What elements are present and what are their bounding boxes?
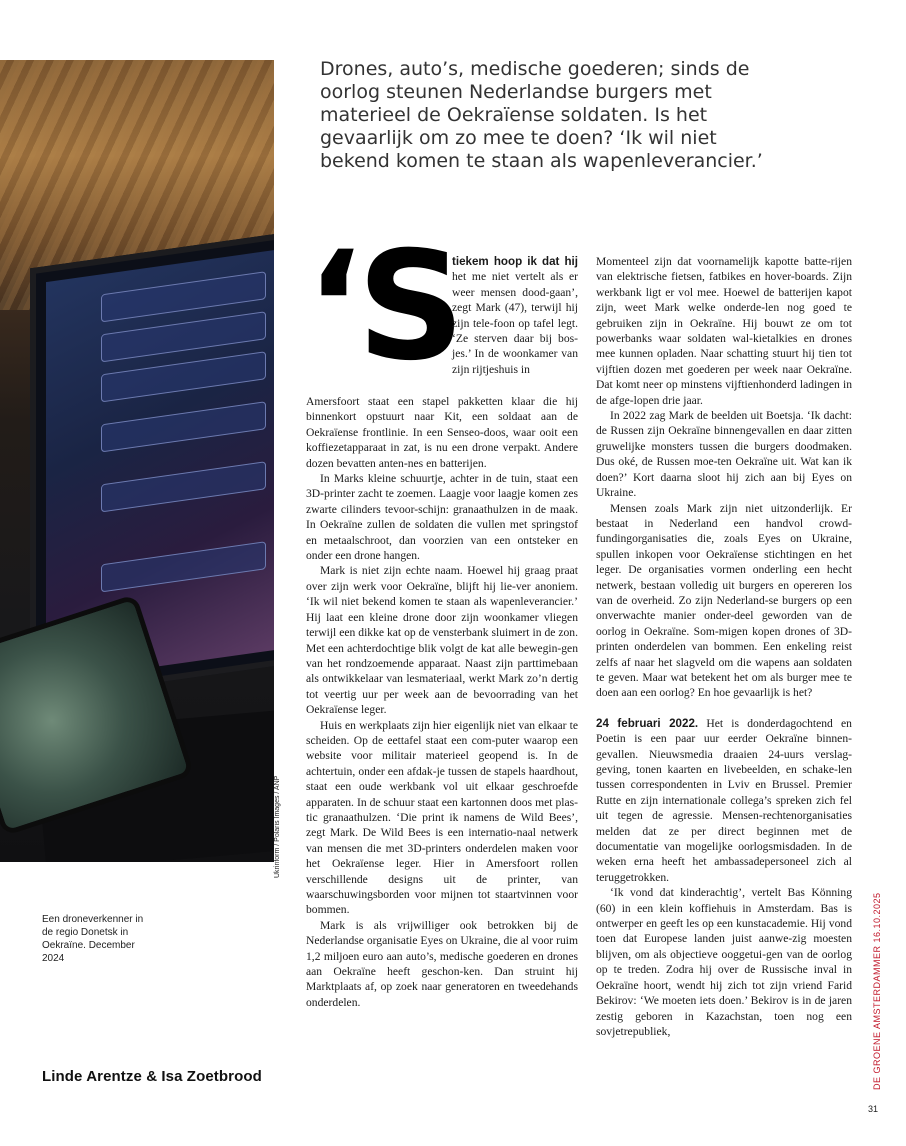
body-paragraph: Huis en werkplaats zijn hier eigenlijk niet van elkaar te scheiden. Op de eettafel staat een com-puter waarop een website voor militair materieel geopend is. In de achtertuin, onder een afdak-je tussen de stapels haardhout, staat een oude werkbank vol uit elkaar geschroefde apparaten. In de schuur staat een kartonnen doos met plas-tic granaathulzen. ‘Die print ik namens de Wild Bees’, zegt Mark. De Wild Bees is een internatio-naal netwerk van mensen die met 3D-printers onderdelen maken voor het Oekraïense leger. Hier in Amersfoort rollen verschillende designs uit de printer, van waarschuwingsborden voor mijnen tot staartvinnen voor bommen. — [306, 718, 578, 917]
page-number: 31 — [868, 1104, 879, 1114]
dateline: 24 februari 2022. — [596, 716, 699, 730]
dateline-text: Het is donderdagochtend en Poetin is een paar uur eerder Oekraïne binnen-gevallen. Nieuwsmedia draaien 24-uurs verslag-geving, tonen kaarten en livebeelden, en schake-len tussen correspondenten in Lviv en Brussel. Premier Rutte en zijn internationale collega’s spreken zich fel uit tegen de agressie. Mensen-rechtenorganisaties melden dat ze per direct beginnen met de documentatie van mogelijke oorlogsmisdaden. In de weken erna heeft het ambassadepersoneel zich al teruggetrokken. — [596, 716, 852, 884]
body-column-1-top — [452, 254, 578, 377]
lead-in-text: het me niet vertelt als er weer mensen dood-gaan’, zegt Mark (47), terwijl hij zijn tele-foon op tafel legt. ‘Ze sterven daar bij bos-jes.’ In de woonkamer van zijn rijtjeshuis in — [452, 270, 578, 376]
body-paragraph: Mensen zoals Mark zijn niet uitzonderlijk. Er bestaat in Nederland een handvol crowd-fundingorganisaties die, zoals Eyes on Ukraine, spullen inkopen voor Oekraïense stichtingen en het leger. De organisaties vormen onderling een hecht netwerk, bestaan volledig uit burgers en opereren los van de overheid. Zo zijn Nederland-se burgers op een onverwachte manier onder-deel geworden van de oorlog in Oekraïne. Som-migen kopen drones of 3D-printen onderdelen van bommen. Een enkeling reist zelfs af naar het slagveld om die wapens aan soldaten te geven. Maar wat betekent het om als burger mee te doen aan een oorlog? En hoe gevaarlijk is het? — [596, 501, 852, 700]
body-paragraph: Amersfoort staat een stapel pakketten klaar die hij binnenkort opstuurt naar Kit, een soldaat aan de Oekraïense frontlinie. In een Senseo-doos, waar ooit een koffiezetapparaat in zat, is nu een drone verpakt. Andere dozen bevatten anten-nes en batterijen. — [306, 395, 578, 470]
lead-in: tiekem hoop ik dat hij — [452, 255, 578, 268]
drop-cap: ‘S — [306, 220, 460, 394]
magazine-folio: DE GROENE AMSTERDAMMER 16.10.2025 — [872, 892, 882, 1090]
body-column-1 — [306, 394, 578, 1010]
body-paragraph: Mark is niet zijn echte naam. Hoewel hij graag praat over zijn werk voor Oekraïne, blijft hij lie-ver anoniem. ‘Ik wil niet bekend komen te staan als wapenleverancier.’ Hij laat een kleine drone door zijn woonkamer vliegen terwijl een dikke kat op de vensterbank sluimert in de zon. Met een achterdochtige blik volgt de kat alle bewegin-gen van het rondzoemende apparaat. Naast zijn parttimebaan als ontwikkelaar van lesmateriaal, werkt Mark zo’n dertig tot veertig uur per week aan de bevoorrading van het Oekraïense leger. — [306, 564, 578, 717]
article-authors: Linde Arentze & Isa Zoetbrood — [42, 1068, 262, 1085]
body-paragraph: ‘Ik vond dat kinderachtig’, vertelt Bas Könning (60) in een klein koffiehuis in Amsterdam. Bas is ontwerper en geeft les op een kunstacademie. Hij vond toen dat Europese landen juist aanwe-zig moesten blijven, om als objectieve ooggetui-gen van de oorlog op te treden. Zodra hij over de Russische inval in Oekraïne hoort, wendt hij zich tot zijn vriend Farid Bekirov: ‘We moeten iets doen.’ Bekirov is in de jaren zestig geboren in Kazachstan, toen nog een sovjetrepubliek, — [596, 886, 852, 1038]
article-photo — [0, 60, 274, 862]
body-paragraph — [452, 254, 578, 377]
screen-menu-row — [101, 401, 266, 452]
photo-caption: Een droneverkenner in de regio Donetsk in Oekraïne. December 2024 — [42, 914, 144, 964]
body-column-2 — [596, 254, 852, 1039]
photo-credit: Ukrinform / Polaris Images / ANP — [274, 775, 281, 878]
body-paragraph — [596, 716, 852, 885]
article-lead: Drones, auto’s, medische goederen; sinds de oorlog steunen Nederlandse burgers met materieel de Oekraïense soldaten. Is het gevaarlijk om zo mee te doen? ‘Ik wil niet bekend komen te staan als wapenleverancier.’ — [320, 58, 763, 172]
body-paragraph: In Marks kleine schuurtje, achter in de tuin, staat een 3D-printer zacht te zoemen. Laagje voor laagje komen zes zwarte cilinders tevoor-schijn: granaathulzen in de maak. In Oekraïne zullen de soldaten die vullen met springstof en metaalschroot, dan voorzien van een ontsteker en onder een drone hangen. — [306, 472, 578, 563]
body-paragraph: Momenteel zijn dat voornamelijk kapotte batte-rijen van elektrische fietsen, fatbikes en hover-boards. Zijn werkbank ligt er vol mee. Hoewel de batterijen kapot zijn, weet Mark welke onderde-len nog goed te gebruiken zijn in Oekraïne. Hij bouwt ze om tot powerbanks waar soldaten wal-kietalkies en drones mee kunnen opladen. Naar schatting stuurt hij tien tot vijftien dozen met goederen per week naar Oekraïne. Dat komt neer op minstens vijftienhonderd ladingen in de afge-lopen drie jaar. — [596, 255, 852, 407]
body-paragraph: In 2022 zag Mark de beelden uit Boetsja. ‘Ik dacht: de Russen zijn Oekraïne binnengevallen en daar zitten gruwelijke monsters tussen die burgers doodmaken. Dus oké, de Russen moe-ten Oekraïne uit. Wat kan ik doen?’ Kort daarna sloot hij zich aan bij Eyes on Ukraine. — [596, 409, 852, 500]
screen-menu-row — [101, 541, 266, 592]
screen-menu-row — [101, 461, 266, 512]
body-paragraph: Mark is als vrijwilliger ook betrokken bij de Nederlandse organisatie Eyes on Ukraine, die al voor ruim 1,2 miljoen euro aan auto’s, medische goederen en drones aan Oekraïne heeft geschon-ken. Dan struint hij Marktplaats af, op zoek naar generatoren en tweedehands onderdelen. — [306, 918, 578, 1009]
